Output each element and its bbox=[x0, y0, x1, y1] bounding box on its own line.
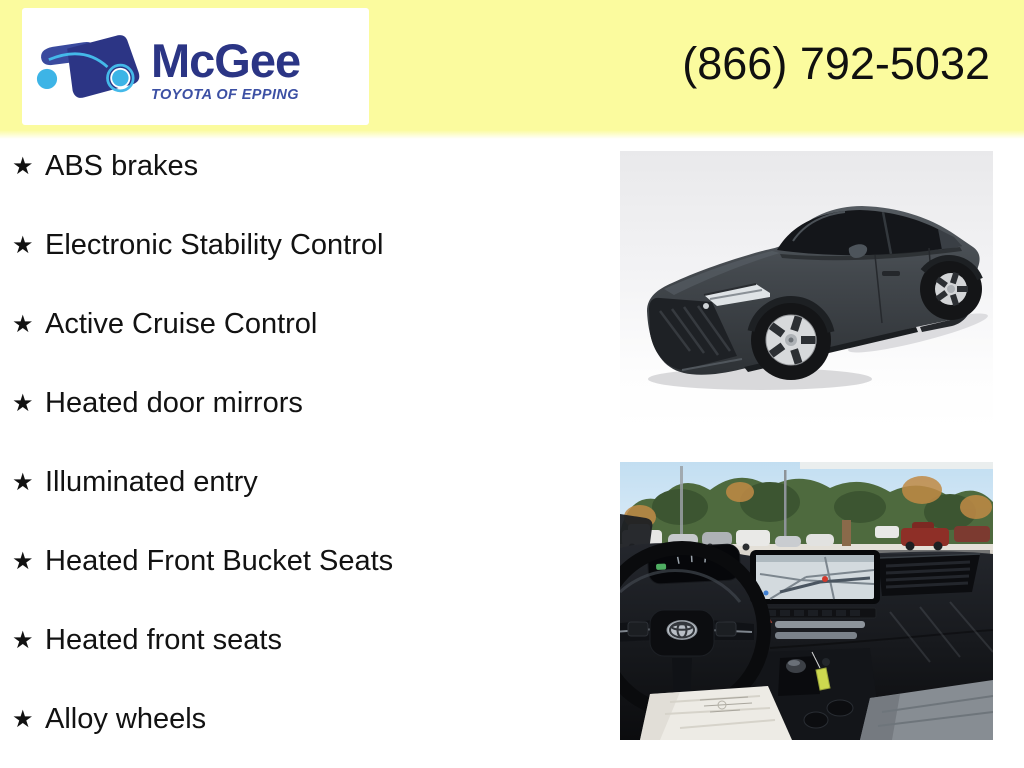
toyota-emblem-icon bbox=[667, 621, 697, 640]
star-icon: ★ bbox=[12, 627, 34, 654]
feature-item bbox=[10, 466, 393, 499]
dealer-name: McGee bbox=[151, 33, 301, 87]
star-icon: ★ bbox=[12, 390, 34, 417]
header-fade bbox=[0, 130, 1024, 139]
feature-item bbox=[10, 150, 393, 183]
exterior-photo bbox=[620, 151, 993, 429]
feature-item bbox=[10, 545, 393, 578]
feature-text: Alloy wheels bbox=[45, 703, 207, 735]
feature-text: Heated door mirrors bbox=[45, 387, 303, 419]
phone-number: (866) 792-5032 bbox=[682, 38, 990, 89]
feature-item bbox=[10, 229, 393, 262]
dealer-logo-text bbox=[151, 33, 301, 103]
feature-text: Heated front seats bbox=[45, 624, 282, 656]
star-icon: ★ bbox=[12, 153, 34, 180]
star-icon: ★ bbox=[12, 232, 34, 259]
feature-text: Heated Front Bucket Seats bbox=[45, 545, 394, 577]
dealer-tagline: TOYOTA OF EPPING bbox=[151, 86, 299, 103]
feature-item bbox=[10, 624, 393, 657]
interior-photo bbox=[620, 462, 993, 740]
feature-item bbox=[10, 308, 393, 341]
feature-text: Illuminated entry bbox=[45, 466, 258, 498]
star-icon: ★ bbox=[12, 469, 34, 496]
touchscreen bbox=[750, 550, 880, 604]
feature-item bbox=[10, 387, 393, 420]
feature-list bbox=[10, 150, 393, 768]
feature-text: ABS brakes bbox=[45, 150, 199, 182]
star-icon: ★ bbox=[12, 548, 34, 575]
paper-floor-mat bbox=[640, 686, 792, 740]
feature-text: Active Cruise Control bbox=[45, 308, 318, 340]
star-icon: ★ bbox=[12, 706, 34, 733]
feature-text: Electronic Stability Control bbox=[45, 229, 384, 261]
dealer-logo-card bbox=[22, 8, 369, 125]
header-band bbox=[0, 0, 1024, 130]
feature-item bbox=[10, 703, 393, 736]
star-icon: ★ bbox=[12, 311, 34, 338]
mcgee-truck-logo-icon bbox=[36, 25, 146, 109]
